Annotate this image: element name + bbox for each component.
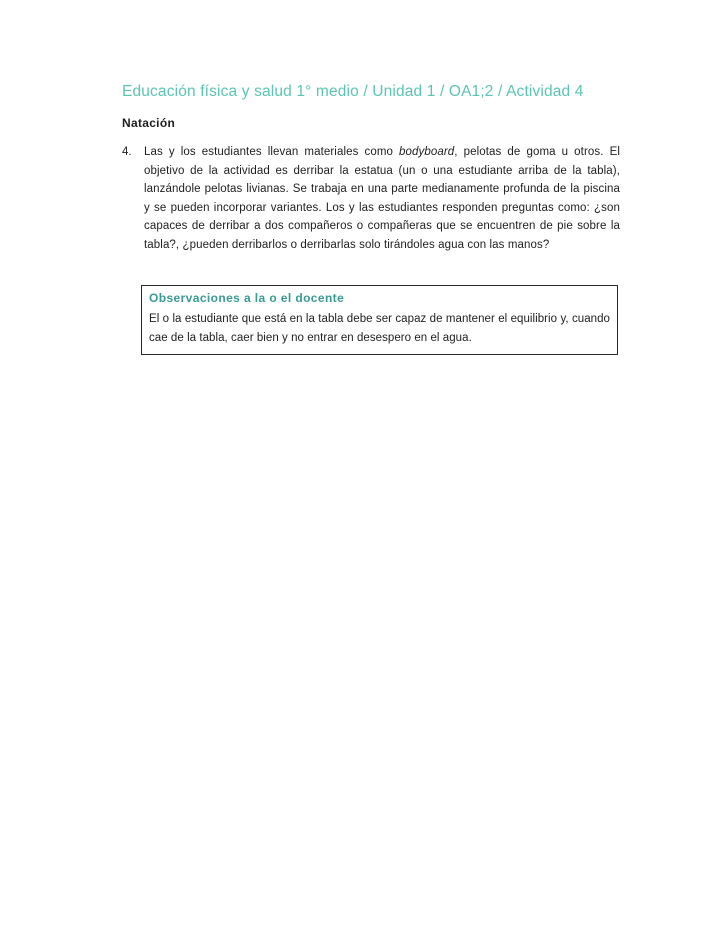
activity-text-start: Las y los estudiantes llevan materiales como xyxy=(144,146,400,158)
activity-text-rest: , pelotas de goma u otros. El objetivo de la actividad es derribar la estatua (un o una estudiante arriba de la tabla), lanzándole pelotas livianas. Se trabaja en una parte medianamente profunda de la piscina y se pueden incorporar variantes. Los y las estudiantes responden preguntas como: ¿son capaces de derribar a dos compañeros o compañeras que se encuentren de pie sobre la tabla?, ¿pueden derribarlos o derribarlas solo tirándoles agua con las manos? xyxy=(144,146,620,251)
activity-italic-term: bodyboard xyxy=(399,146,455,158)
activity-item xyxy=(122,143,620,254)
page-header-title: Educación física y salud 1° medio / Unidad 1 / OA1;2 / Actividad 4 xyxy=(122,83,584,100)
activity-number: 4. xyxy=(122,146,132,158)
section-title: Natación xyxy=(122,116,176,130)
teacher-observations-box xyxy=(141,285,618,355)
observations-title: Observaciones a la o el docente xyxy=(149,291,345,305)
observations-text: El o la estudiante que está en la tabla debe ser capaz de mantener el equilibrio y, cuando cae de la tabla, caer bien y no entrar en desespero en el agua. xyxy=(149,313,610,344)
activity-description xyxy=(144,143,620,254)
